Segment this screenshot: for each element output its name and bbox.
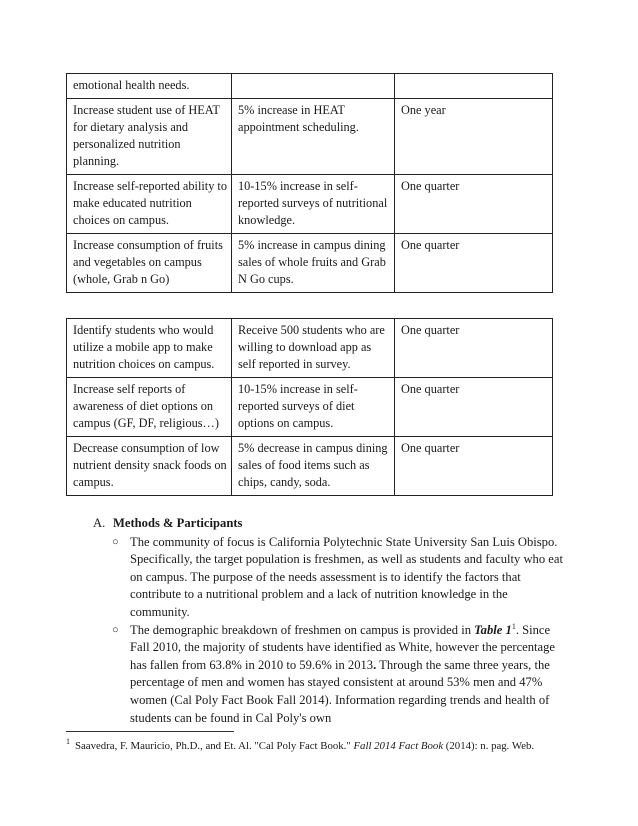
footnote-marker: 1 — [511, 621, 516, 631]
circle-bullet-icon: ○ — [112, 535, 119, 548]
table-cell-timeframe — [395, 74, 553, 99]
list-item — [112, 621, 563, 728]
table-cell-timeframe: One quarter — [395, 175, 553, 234]
table-row — [67, 319, 553, 378]
table-row — [67, 234, 553, 293]
section-heading-text: Methods & Participants — [113, 516, 243, 530]
section-heading — [93, 515, 563, 533]
table-row — [67, 175, 553, 234]
table-cell-objective: Increase self reports of awareness of diet options on campus (GF, DF, religious…) — [67, 378, 232, 437]
table-cell-timeframe: One quarter — [395, 319, 553, 378]
footnote-number: 1 — [66, 737, 70, 747]
table-cell-objective: Decrease consumption of low nutrient density snack foods on campus. — [67, 437, 232, 496]
section-letter: A. — [93, 516, 106, 530]
bullet-list — [93, 534, 563, 728]
table-cell-objective: emotional health needs. — [67, 74, 232, 99]
paragraph-text: Through the same three years, the percentage of men and women has stayed consistent at around 53% men and 47% women (Cal Poly Fact Book Fall 2014). Information regarding trends and health of students can be found in Cal Poly's own — [130, 657, 550, 725]
table-reference: Table 1 — [474, 622, 512, 637]
paragraph-text: . Since Fall 2010, the majority of students have identified as White, however the percentage has fallen from 63.8% in 2010 to 59.6% in 2013 — [130, 622, 556, 672]
footnote — [66, 739, 566, 753]
footnote-divider — [66, 731, 234, 732]
methods-section — [93, 515, 563, 727]
table-cell-measure — [232, 74, 395, 99]
bold-period: . — [373, 657, 377, 672]
table-cell-measure: 5% increase in HEAT appointment scheduling. — [232, 99, 395, 175]
table-cell-objective: Increase student use of HEAT for dietary analysis and personalized nutrition planning. — [67, 99, 232, 175]
table-cell-timeframe: One quarter — [395, 378, 553, 437]
table-cell-timeframe: One quarter — [395, 234, 553, 293]
table-cell-objective: Increase consumption of fruits and vegetables on campus (whole, Grab n Go) — [67, 234, 232, 293]
table-row — [67, 378, 553, 437]
table-cell-measure: 10-15% increase in self-reported surveys of diet options on campus. — [232, 378, 395, 437]
footnote-text: (2014): n. pag. Web. — [443, 740, 535, 752]
list-item — [112, 534, 563, 622]
table-row — [67, 74, 553, 99]
table-row — [67, 99, 553, 175]
table-cell-timeframe: One year — [395, 99, 553, 175]
table-cell-measure: Receive 500 students who are willing to download app as self reported in survey. — [232, 319, 395, 378]
footnote-title: Fall 2014 Fact Book — [353, 740, 444, 752]
table-cell-measure: 5% decrease in campus dining sales of food items such as chips, candy, soda. — [232, 437, 395, 496]
table-row — [67, 437, 553, 496]
paragraph-text: The community of focus is California Polytechnic State University San Luis Obispo. Specifically, the target population is freshmen, as well as students and faculty who eat on campus. The purpose of the needs assessment is to identify the factors that contribute to a nutritional problem and a lack of nutrition knowledge in the community. — [130, 534, 563, 619]
paragraph-text: The demographic breakdown of freshmen on campus is provided in — [130, 622, 475, 637]
table-cell-objective: Identify students who would utilize a mobile app to make nutrition choices on campus. — [67, 319, 232, 378]
circle-bullet-icon: ○ — [112, 623, 119, 636]
table-cell-timeframe: One quarter — [395, 437, 553, 496]
footnote-text: Saavedra, F. Mauricio, Ph.D., and Et. Al. "Cal Poly Fact Book." — [75, 740, 354, 752]
table-cell-measure: 5% increase in campus dining sales of whole fruits and Grab N Go cups. — [232, 234, 395, 293]
table-cell-measure: 10-15% increase in self-reported surveys of nutritional knowledge. — [232, 175, 395, 234]
objectives-table-continued — [66, 73, 553, 293]
table-cell-objective: Increase self-reported ability to make educated nutrition choices on campus. — [67, 175, 232, 234]
objectives-table — [66, 318, 553, 496]
